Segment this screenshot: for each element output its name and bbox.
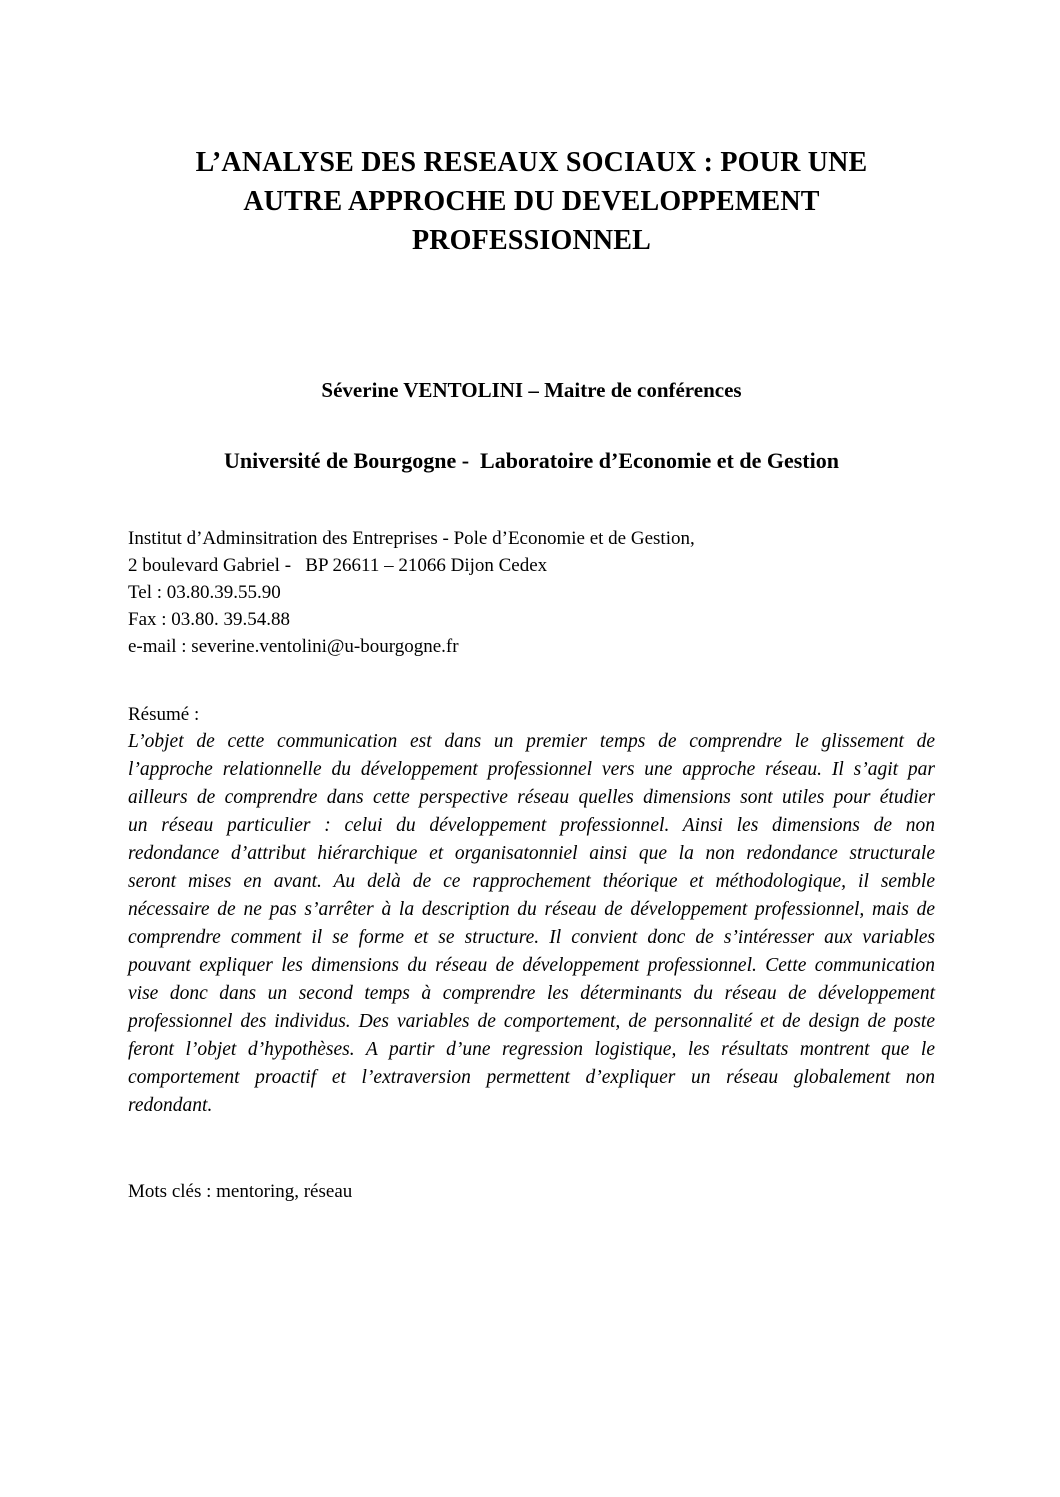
fax-line: Fax : 03.80. 39.54.88: [128, 609, 291, 630]
affiliation: Université de Bourgogne - Laboratoire d’Economie et de Gestion: [224, 448, 839, 473]
author-name: Séverine VENTOLINI – Maitre de conférences: [321, 378, 742, 402]
paper-title: [128, 143, 935, 260]
abstract-label: Résumé :: [128, 704, 200, 725]
contact-block: [128, 525, 935, 660]
email-line: e-mail : severine.ventolini@u-bourgogne.fr: [128, 636, 459, 657]
institute-address-line-2: 2 boulevard Gabriel - BP 26611 – 21066 Dijon Cedex: [128, 555, 548, 576]
institute-address-line-1: Institut d’Adminsitration des Entreprises - Pole d’Economie et de Gestion,: [128, 528, 695, 549]
abstract-text: L’objet de cette communication est dans un premier temps de comprendre le glissement de l’approche relationnelle du développement professionnel vers une approche réseau. Il s’agit par ailleurs de comprendre dans cette perspective réseau quelles dimensions sont utiles pour étudier un réseau particulier : celui du développement professionnel. Ainsi les dimensions de non redondance d’attribut hiérarchique et organisatonniel ainsi que la non redondance structurale seront mises en avant. Au delà de ce rapprochement théorique et méthodologique, il semble nécessaire de ne pas s’arrêter à la description du réseau de développement professionnel, mais de comprendre comment il se forme et se structure. Il convient donc de s’intéresser aux variables pouvant expliquer les dimensions du réseau de développement professionnel. Cette communication vise donc dans un second temps à comprendre les déterminants du réseau de développement professionnel des individus. Des variables de comportement, de personnalité et de design de poste feront l’objet d’hypothèses. A partir d’une regression logistique, les résultats montrent que le comportement proactif et l’extraversion permettent d’expliquer un réseau globalement non redondant.: [128, 731, 935, 1116]
telephone-line: Tel : 03.80.39.55.90: [128, 582, 281, 603]
paper-title-line-3: PROFESSIONNEL: [411, 225, 652, 256]
keywords-line: Mots clés : mentoring, réseau: [128, 1181, 353, 1202]
paper-title-line-2: AUTRE APPROCHE DU DEVELOPPEMENT: [243, 186, 820, 217]
paper-title-line-1: L’ANALYSE DES RESEAUX SOCIAUX : POUR UNE: [195, 147, 868, 178]
